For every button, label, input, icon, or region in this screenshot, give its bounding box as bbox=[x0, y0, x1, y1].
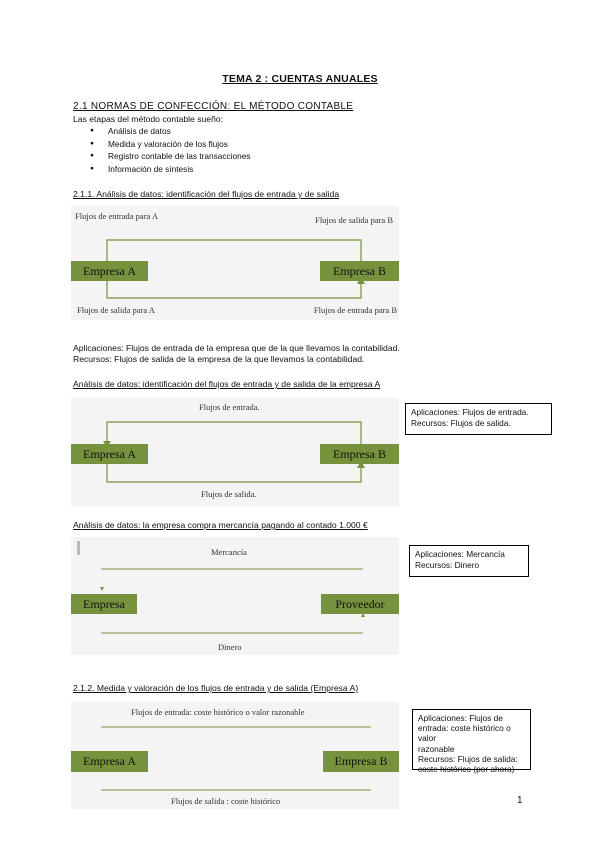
entity-box-right: Proveedor bbox=[321, 594, 399, 614]
side-note-line: entrada: coste histórico o valor bbox=[418, 723, 511, 744]
side-note-box bbox=[409, 545, 529, 577]
section-heading-empresa-a: Análisis de datos: identificación del flujos de entrada y de salida de la empresa A bbox=[73, 379, 381, 389]
flow-diagram-3 bbox=[71, 537, 399, 655]
flow-diagram-1 bbox=[71, 206, 399, 320]
side-note-line: Aplicaciones: Flujos de bbox=[418, 713, 503, 723]
method-steps-list bbox=[90, 125, 251, 175]
list-item: ● Registro contable de las transacciones bbox=[90, 150, 251, 163]
top-label: Flujos de entrada. bbox=[199, 402, 260, 412]
top-left-label: Flujos de entrada para A bbox=[75, 211, 159, 221]
entity-box-left: Empresa A bbox=[71, 261, 148, 281]
flow-diagram-4 bbox=[71, 702, 399, 809]
entity-box-left: Empresa bbox=[71, 594, 137, 614]
entity-box-left: Empresa A bbox=[71, 751, 148, 772]
top-label: Flujos de entrada: coste histórico o valor razonable bbox=[131, 707, 305, 717]
bottom-label: Flujos de salida. bbox=[201, 489, 257, 499]
top-right-label: Flujos de salida para B bbox=[315, 215, 393, 225]
resources-definition: Recursos: Flujos de salida de la empresa de la que llevamos la contabilidad. bbox=[73, 354, 365, 364]
method-intro: Las etapas del método contable sueño: bbox=[73, 114, 224, 124]
side-note-line: razonable bbox=[418, 743, 455, 754]
bottom-label: Dinero bbox=[218, 642, 242, 652]
bottom-flow-arrow bbox=[107, 280, 361, 298]
bottom-left-label: Flujos de salida para A bbox=[77, 305, 155, 315]
list-item: ● Medida y valoración de los flujos bbox=[90, 138, 251, 151]
arrow-head-icon bbox=[100, 587, 104, 591]
section-heading-2-1-1: 2.1.1. Análisis de datos: identificación del flujos de entrada y de salida bbox=[73, 189, 340, 199]
entity-box-right: Empresa B bbox=[320, 444, 399, 464]
side-note-line: coste histórico (por ahora) bbox=[418, 764, 515, 775]
top-label: Mercancía bbox=[211, 547, 247, 557]
page-number: 1 bbox=[517, 795, 523, 806]
bottom-label: Flujos de salida : coste histórico bbox=[171, 796, 281, 806]
list-item: ● Análisis de datos bbox=[90, 125, 251, 138]
side-note-line: Aplicaciones: Flujos de entrada. bbox=[411, 407, 529, 417]
section-heading-2-1: 2.1 NORMAS DE CONFECCIÓN: EL MÉTODO CONTABLE bbox=[73, 101, 354, 112]
side-note-line: Aplicaciones: Mercancía bbox=[415, 549, 505, 559]
side-note-line: Recursos: Flujos de salida: bbox=[418, 753, 518, 764]
side-note-box bbox=[412, 709, 531, 775]
bottom-flow-arrow bbox=[107, 464, 361, 482]
top-flow-arrow bbox=[107, 422, 361, 444]
section-heading-2-1-2: 2.1.2. Medida y valoración de los flujos de entrada y de salida (Empresa A) bbox=[73, 683, 359, 693]
page-title: TEMA 2 : CUENTAS ANUALES bbox=[222, 73, 378, 85]
entity-box-right: Empresa B bbox=[323, 751, 399, 772]
list-item: ● Información de síntesis bbox=[90, 163, 251, 176]
applications-definition: Aplicaciones: Flujos de entrada de la empresa que de la que llevamos la contabilidad. bbox=[73, 343, 400, 353]
side-note-box bbox=[405, 403, 552, 435]
side-note-line: Recursos: Dinero bbox=[415, 559, 480, 570]
flow-diagram-2 bbox=[71, 398, 399, 507]
entity-box-left: Empresa A bbox=[71, 444, 148, 464]
section-heading-purchase: Análisis de datos: la empresa compra mercancía pagando al contado 1.000 € bbox=[73, 520, 368, 530]
marker-bar bbox=[77, 541, 80, 555]
side-note-line: Recursos: Flujos de salida. bbox=[411, 417, 511, 428]
bottom-right-label: Flujos de entrada para B bbox=[313, 305, 397, 315]
entity-box-right: Empresa B bbox=[320, 261, 399, 281]
